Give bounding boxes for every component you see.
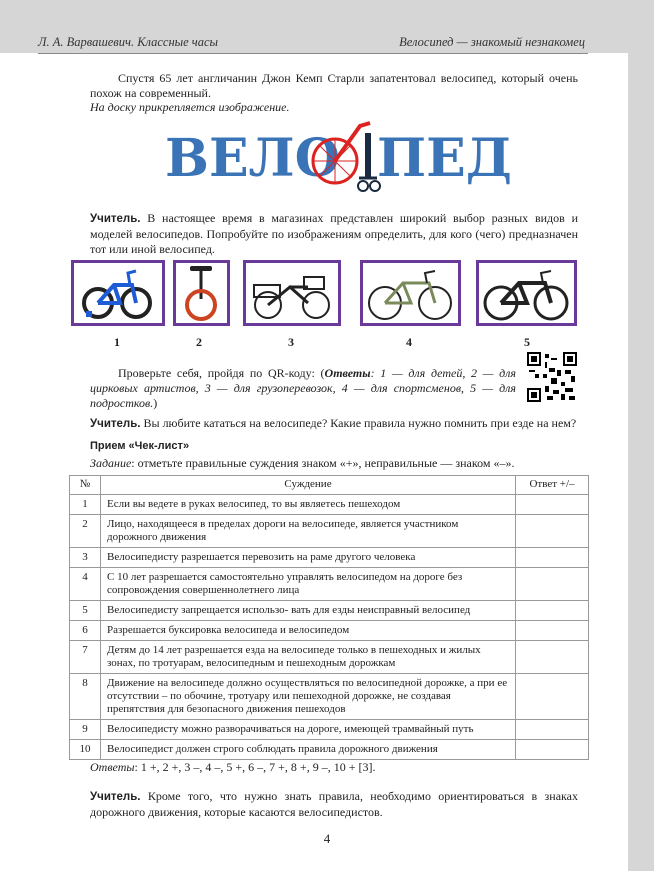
check-paragraph: Проверьте себя, пройдя по QR-коду: (Ответы: 1 — для детей, 2 — для цирковых артистов, 3 — для грузоперевозок, 4 — для спортсменов, 5 — для подростков.) — [90, 366, 516, 410]
answers-line: Ответы: 1 +, 2 +, 3 –, 4 –, 5 +, 6 –, 7 +, 8 +, 9 –, 10 + [3]. — [90, 760, 376, 774]
bike-image-unicycle — [173, 260, 230, 326]
bike-number-5: 5 — [524, 335, 530, 349]
title-letters-left: ВЕЛО — [165, 128, 340, 189]
children-bike-icon — [74, 263, 162, 323]
row-number: 1 — [70, 495, 101, 515]
row-statement: Велосипедисту разрешается перевозить на раме другого человека — [101, 548, 516, 568]
teen-bike-icon — [479, 263, 574, 323]
bike-number-1: 1 — [114, 335, 120, 349]
row-answer-cell[interactable] — [516, 515, 589, 548]
bike-image-sport — [360, 260, 461, 326]
row-answer-cell[interactable] — [516, 548, 589, 568]
row-statement: Лицо, находящееся в пределах дороги на велосипеде, является участником дорожного движения — [101, 515, 516, 548]
header-chapter-title: Велосипед — знакомый незнакомец — [399, 35, 585, 49]
table-row — [70, 641, 589, 674]
teacher-paragraph-3: Учитель. Кроме того, что нужно знать правила, необходимо ориентироваться в знаках дорожного движения, которые касаются велосипедистов. — [90, 789, 578, 819]
header-num: № — [70, 476, 101, 495]
table-row — [70, 495, 589, 515]
bike-image-children — [71, 260, 165, 326]
intro-paragraph: Спустя 65 лет англичанин Джон Кемп Старли запатентовал велосипед, который очень похож на современный. — [90, 71, 578, 100]
header-answer: Ответ +/– — [516, 476, 589, 495]
row-answer-cell[interactable] — [516, 740, 589, 760]
teacher-paragraph-2: Учитель. Вы любите кататься на велосипеде? Какие правила нужно помнить при езде на нем? — [90, 416, 577, 430]
row-answer-cell[interactable] — [516, 568, 589, 601]
row-number: 8 — [70, 674, 101, 720]
row-statement: Детям до 14 лет разрешается езда на велосипеде только в пешеходных и жилых зонах, по тротуарам, велосипедным и пешеходным дорожкам — [101, 641, 516, 674]
teacher-paragraph-1 — [90, 211, 578, 257]
row-answer-cell[interactable] — [516, 674, 589, 720]
unicycle-icon — [176, 263, 227, 323]
checklist-title: Прием «Чек-лист» — [90, 440, 190, 452]
row-number: 5 — [70, 601, 101, 621]
row-number: 10 — [70, 740, 101, 760]
bike-number-2: 2 — [196, 335, 202, 349]
row-number: 7 — [70, 641, 101, 674]
row-answer-cell[interactable] — [516, 601, 589, 621]
qr-code-image[interactable] — [527, 352, 577, 402]
header-statement: Суждение — [101, 476, 516, 495]
row-statement: Велосипедисту можно разворачиваться на дороге, имеющей трамвайный путь — [101, 720, 516, 740]
table-row — [70, 601, 589, 621]
row-answer-cell[interactable] — [516, 621, 589, 641]
row-statement: Велосипедист должен строго соблюдать правила дорожного движения — [101, 740, 516, 760]
title-letters-right: ПЕД — [377, 128, 512, 189]
teacher-label-1: Учитель. — [90, 213, 141, 225]
bike-number-3: 3 — [288, 335, 294, 349]
row-statement: Если вы ведете в руках велосипед, то вы являетесь пешеходом — [101, 495, 516, 515]
row-answer-cell[interactable] — [516, 641, 589, 674]
checklist-table — [69, 475, 589, 760]
table-row — [70, 621, 589, 641]
row-statement: Разрешается буксировка велосипеда и велосипедом — [101, 621, 516, 641]
row-statement: С 10 лет разрешается самостоятельно управлять велосипедом на дороге без сопровождения совершеннолетнего лица — [101, 568, 516, 601]
sport-bike-icon — [363, 263, 458, 323]
table-row — [70, 515, 589, 548]
table-row — [70, 674, 589, 720]
table-row — [70, 568, 589, 601]
row-number: 6 — [70, 621, 101, 641]
bike-image-cargo-trike — [243, 260, 341, 326]
table-header-row — [70, 476, 589, 495]
bike-image-teen — [476, 260, 577, 326]
table-row — [70, 720, 589, 740]
row-number: 9 — [70, 720, 101, 740]
checklist-task: Задание: отметьте правильные суждения знаком «+», неправильные — знаком «–». — [90, 456, 515, 470]
right-margin-bar — [628, 53, 654, 871]
cargo-trike-icon — [246, 263, 338, 323]
row-number: 3 — [70, 548, 101, 568]
teacher-text-1: В настоящее время в магазинах представлен широкий выбор разных видов и моделей велосипедов. Попробуйте по изображениям определить, для кого (чего) предназначен тот или иной велосипед. — [90, 211, 578, 256]
table-row — [70, 548, 589, 568]
row-number: 4 — [70, 568, 101, 601]
velosiped-title-image — [165, 118, 512, 194]
row-number: 2 — [70, 515, 101, 548]
bike-number-4: 4 — [406, 335, 412, 349]
table-row — [70, 740, 589, 760]
row-answer-cell[interactable] — [516, 720, 589, 740]
page-number: 4 — [323, 831, 331, 846]
row-statement: Велосипедисту запрещается использо- вать для езды неисправный велосипед — [101, 601, 516, 621]
row-statement: Движение на велосипеде должно осуществляться по велосипедной дорожке, а при ее отсутствии – по обочине, тротуару или пешеходной дорожке, не создавая препятствия для безопасного движения пешеходов — [101, 674, 516, 720]
intro-instruction: На доску прикрепляется изображение. — [90, 100, 290, 114]
header-author-title: Л. А. Варвашевич. Классные часы — [38, 35, 219, 49]
header-divider — [38, 53, 588, 54]
row-answer-cell[interactable] — [516, 495, 589, 515]
